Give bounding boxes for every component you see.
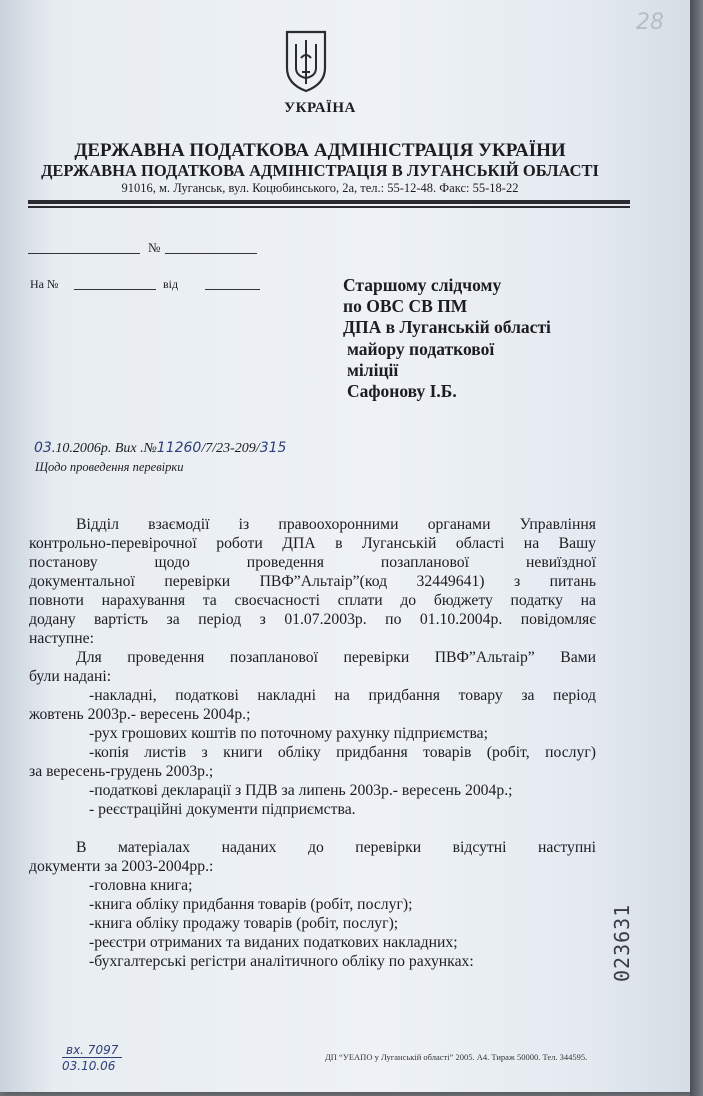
- org-address: 91016, м. Луганськ, вул. Коцюбинського, 2а, тел.: 55-12-48. Факс: 55-18-22: [121, 181, 519, 195]
- provided-item: -рух грошових коштів по поточному рахунку підприємства;: [89, 725, 489, 742]
- letter-body: [29, 515, 596, 971]
- provided-item: -податкові декларації з ПДВ за липень 2003р.- вересень 2004р.;: [89, 782, 513, 799]
- letter-subject: Щодо проведення перевірки: [35, 460, 184, 474]
- trident-emblem-icon: [283, 28, 329, 94]
- in-reply-date-label: від: [163, 277, 179, 291]
- body-line: документальної перевірки ПВФ”Альтаір”(код 32449641) з питань: [29, 573, 596, 590]
- body-line: повноти нарахування та своєчасності сплати до бюджету податку на: [29, 592, 596, 609]
- provided-item: жовтень 2003р.- вересень 2004р.;: [29, 706, 251, 723]
- recipient-line: майору податкової: [347, 338, 495, 359]
- missing-item: -головна книга;: [89, 877, 193, 894]
- missing-item: -реєстри отриманих та виданих податкових накладних;: [89, 934, 458, 951]
- header-divider-thick: [28, 200, 630, 204]
- outgoing-date-handwritten: 03: [34, 440, 52, 456]
- provided-item: -копія листів з книги обліку придбання товарів (робіт, послуг): [89, 744, 596, 761]
- recipient-line: ДПА в Луганській області: [343, 317, 551, 338]
- outgoing-number-handwritten: 11260: [156, 440, 202, 456]
- recipient-line: Старшому слідчому: [343, 275, 502, 295]
- provided-item: -накладні, податкові накладні на придбання товару за період: [89, 687, 596, 704]
- outgoing-date-printed: .10.2006р. Вих .№: [51, 441, 157, 456]
- recipient-block: [343, 275, 551, 402]
- reg-date-blank: [28, 253, 140, 254]
- provided-item: за вересень-грудень 2003р.;: [29, 763, 214, 780]
- outgoing-reference: [34, 440, 286, 457]
- print-footer: ДП “УЕАПО у Луганській області” 2005. А4. Тираж 50000. Тел. 344595.: [325, 1052, 588, 1062]
- reg-number-blank: [165, 253, 257, 254]
- body-line: наступне:: [29, 630, 94, 647]
- handwritten-registration: [62, 1042, 122, 1074]
- org-name-regional: ДЕРЖАВНА ПОДАТКОВА АДМІНІСТРАЦІЯ В ЛУГАНСЬКІЙ ОБЛАСТІ: [41, 161, 599, 180]
- in-reply-date-blank: [205, 289, 260, 290]
- body-line: додану вартість за період з 01.07.2003р. по 01.10.2004р. повідомляє: [29, 611, 596, 628]
- recipient-line: по ОВС СВ ПМ: [343, 296, 468, 317]
- outgoing-number-printed: /7/23-209/: [201, 441, 260, 456]
- missing-item: -книга обліку придбання товарів (робіт, послуг);: [89, 896, 413, 913]
- provided-item: - реєстраційні документи підприємства.: [89, 801, 356, 818]
- org-name-primary: ДЕРЖАВНА ПОДАТКОВА АДМІНІСТРАЦІЯ УКРАЇНИ: [74, 140, 566, 161]
- body-line: були надані:: [29, 668, 112, 685]
- reg-number-label: №: [148, 240, 161, 255]
- in-reply-blank: [74, 289, 156, 290]
- recipient-line: Сафонову І.Б.: [347, 381, 457, 402]
- body-line: документи за 2003-2004рр.:: [29, 858, 214, 875]
- handwritten-incoming-date: 03.10.06: [62, 1059, 116, 1073]
- corner-page-mark: 28: [636, 10, 664, 35]
- paragraph-gap: [29, 819, 596, 838]
- handwritten-incoming-number: вх. 7097: [62, 1043, 122, 1058]
- outgoing-suffix-handwritten: 315: [259, 440, 287, 456]
- header-divider-thin: [28, 206, 630, 208]
- missing-item: -бухгалтерські регістри аналітичного обліку по рахунках:: [89, 953, 474, 970]
- in-reply-label: На №: [30, 277, 59, 291]
- body-line: Для проведення позапланової перевірки ПВФ”Альтаір” Вами: [76, 649, 596, 666]
- body-line: Відділ взаємодії із правоохоронними органами Управління: [76, 516, 596, 533]
- body-line: В матеріалах наданих до перевірки відсутні наступні: [76, 839, 596, 856]
- incoming-stamp-number: 023631: [610, 903, 634, 982]
- missing-item: -книга обліку продажу товарів (робіт, послуг);: [89, 915, 399, 932]
- background-page-edge: [690, 0, 703, 1096]
- recipient-line: міліції: [347, 359, 399, 380]
- body-line: постанову щодо проведення позапланової невиїздної: [29, 554, 596, 571]
- body-line: контрольно-перевірочної роботи ДПА в Луганській області на Вашу: [29, 535, 596, 552]
- country-name: УКРАЇНА: [284, 100, 356, 116]
